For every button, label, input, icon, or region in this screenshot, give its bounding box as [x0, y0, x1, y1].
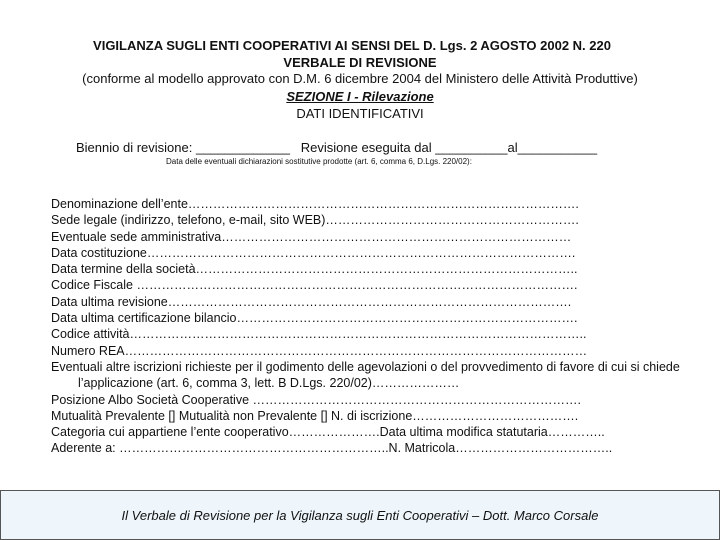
field-denominazione: Denominazione dell’ente………………………………………………………………………………….: [51, 197, 579, 211]
document-title: VIGILANZA SUGLI ENTI COOPERATIVI AI SENSI DEL D. Lgs. 2 AGOSTO 2002 N. 220: [93, 38, 611, 53]
field-categoria: Categoria cui appartiene l’ente cooperativo………………….Data ultima modifica statutaria…………..: [51, 425, 605, 440]
field-mutualita: Mutualità Prevalente [] Mutualità non Prevalente [] N. di iscrizione………………………………….: [51, 408, 579, 423]
sezione-heading: SEZIONE I - Rilevazione: [286, 89, 434, 104]
verbale-heading: VERBALE DI REVISIONE: [283, 55, 437, 70]
footer-bar: [0, 490, 720, 540]
fields-list: [51, 196, 691, 457]
field-eventuali-iscrizioni: Eventuali altre iscrizioni richieste per il godimento delle agevolazioni o del provvedimento di favore di cui si chiede l’applicazione (art. 6, comma 3, lett. B D.Lgs. 220/02)…………………: [51, 359, 680, 391]
field-data-termine: Data termine della società………………………………………………………………………………..: [51, 262, 578, 277]
biennio-line: Biennio di revisione: _____________ Revisione eseguita dal __________al___________: [76, 140, 598, 155]
field-posizione-albo: Posizione Albo Società Cooperative …………………………………………………………………….: [51, 392, 581, 407]
field-data-ultima-certificazione: Data ultima certificazione bilancio……………………………………………………………………….: [51, 311, 578, 326]
field-sede-legale: Sede legale (indirizzo, telefono, e-mail, sito WEB)…………………………………………………….: [51, 213, 579, 228]
dati-heading: DATI IDENTIFICATIVI: [296, 106, 424, 121]
field-aderente: Aderente a: ………………………………………………………..N. Matricola………………………………..: [51, 441, 613, 456]
field-sede-amministrativa: Eventuale sede amministrativa…………………………………………………………………………: [51, 229, 572, 244]
field-data-ultima-revisione: Data ultima revisione…………………………………………………………………………………….: [51, 294, 572, 309]
conforme-subtitle: (conforme al modello approvato con D.M. 6 dicembre 2004 del Ministero delle Attività Produttive): [82, 71, 638, 86]
footer-text: Il Verbale di Revisione per la Vigilanza sugli Enti Cooperativi – Dott. Marco Corsale: [121, 508, 599, 523]
field-numero-rea: Numero REA…………………………………………………………………………………………………: [51, 343, 588, 358]
dichiarazioni-note: Data delle eventuali dichiarazioni sostitutive prodotte (art. 6, comma 6, D.Lgs. 220/02):: [166, 157, 472, 166]
field-codice-attivita: Codice attività………………………………………………………………………………………………..: [51, 327, 587, 342]
field-data-costituzione: Data costituzione………………………………………………………………………………………….: [51, 245, 576, 260]
field-codice-fiscale: Codice Fiscale …………………………………………………………………………………………….: [51, 278, 578, 293]
